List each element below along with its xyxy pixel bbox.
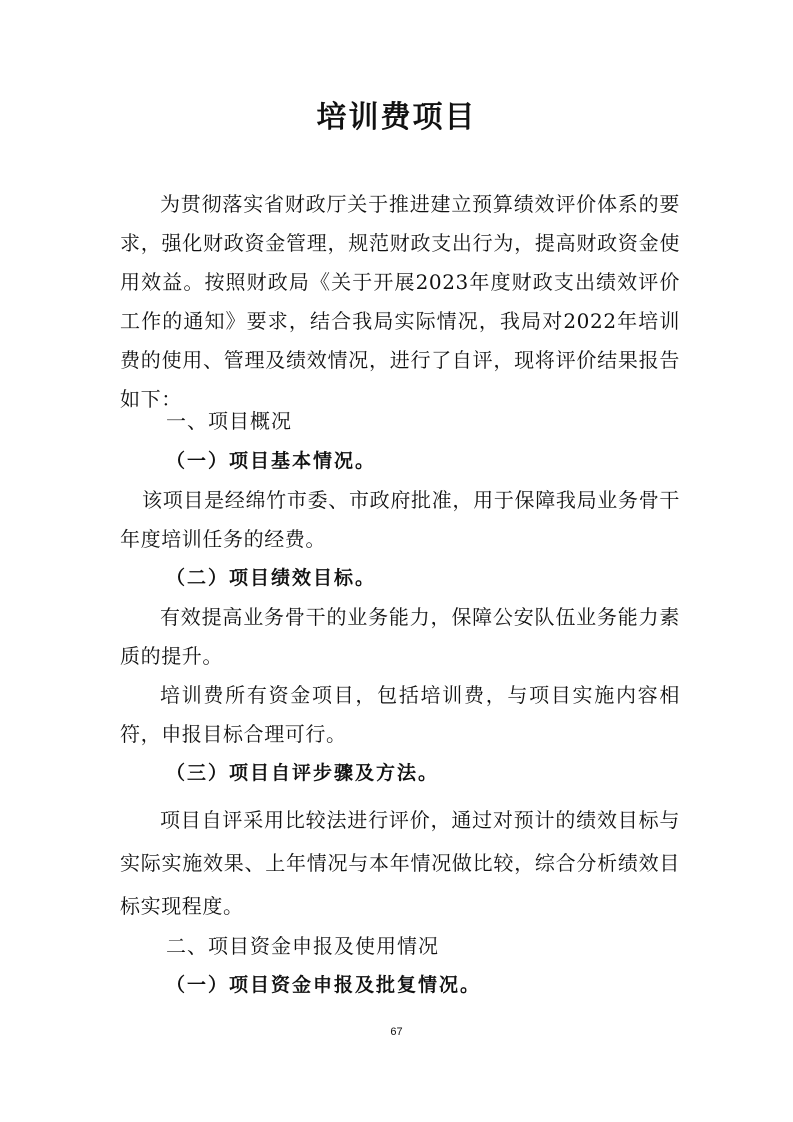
- basic-info-paragraph: 该项目是经绵竹市委、市政府批准，用于保障我局业务骨干年度培训任务的经费。: [120, 488, 680, 551]
- subsection-heading-performance-goal: （二）项目绩效目标。: [166, 567, 377, 589]
- performance-goal-paragraph-1: 有效提高业务骨干的业务能力，保障公安队伍业务能力素质的提升。: [120, 605, 680, 668]
- performance-goal-paragraph-2: 培训费所有资金项目，包括培训费，与项目实施内容相符，申报目标合理可行。: [120, 683, 680, 746]
- intro-paragraph: 为贯彻落实省财政厅关于推进建立预算绩效评价体系的要求，强化财政资金管理，规范财政支出行为，提高财政资金使用效益。按照财政局《关于开展2023年度财政支出绩效评价工作的通知》要求，结合我局实际情况，我局对2022年培训费的使用、管理及绩效情况，进行了自评，现将评价结果报告如下：: [120, 192, 680, 411]
- page-number: 67: [390, 1026, 403, 1038]
- subsection-heading-self-evaluation: （三）项目自评步骤及方法。: [166, 762, 440, 784]
- subsection-heading-basic-info: （一）项目基本情况。: [166, 450, 377, 472]
- section-heading-overview: 一、项目概况: [166, 409, 292, 433]
- section-heading-funding: 二、项目资金申报及使用情况: [166, 934, 439, 958]
- subsection-heading-funding-approval: （一）项目资金申报及批复情况。: [166, 974, 482, 996]
- document-title: 培训费项目: [316, 100, 477, 135]
- self-evaluation-paragraph: 项目自评采用比较法进行评价，通过对预计的绩效目标与实际实施效果、上年情况与本年情况做比较，综合分析绩效目标实现程度。: [120, 808, 680, 918]
